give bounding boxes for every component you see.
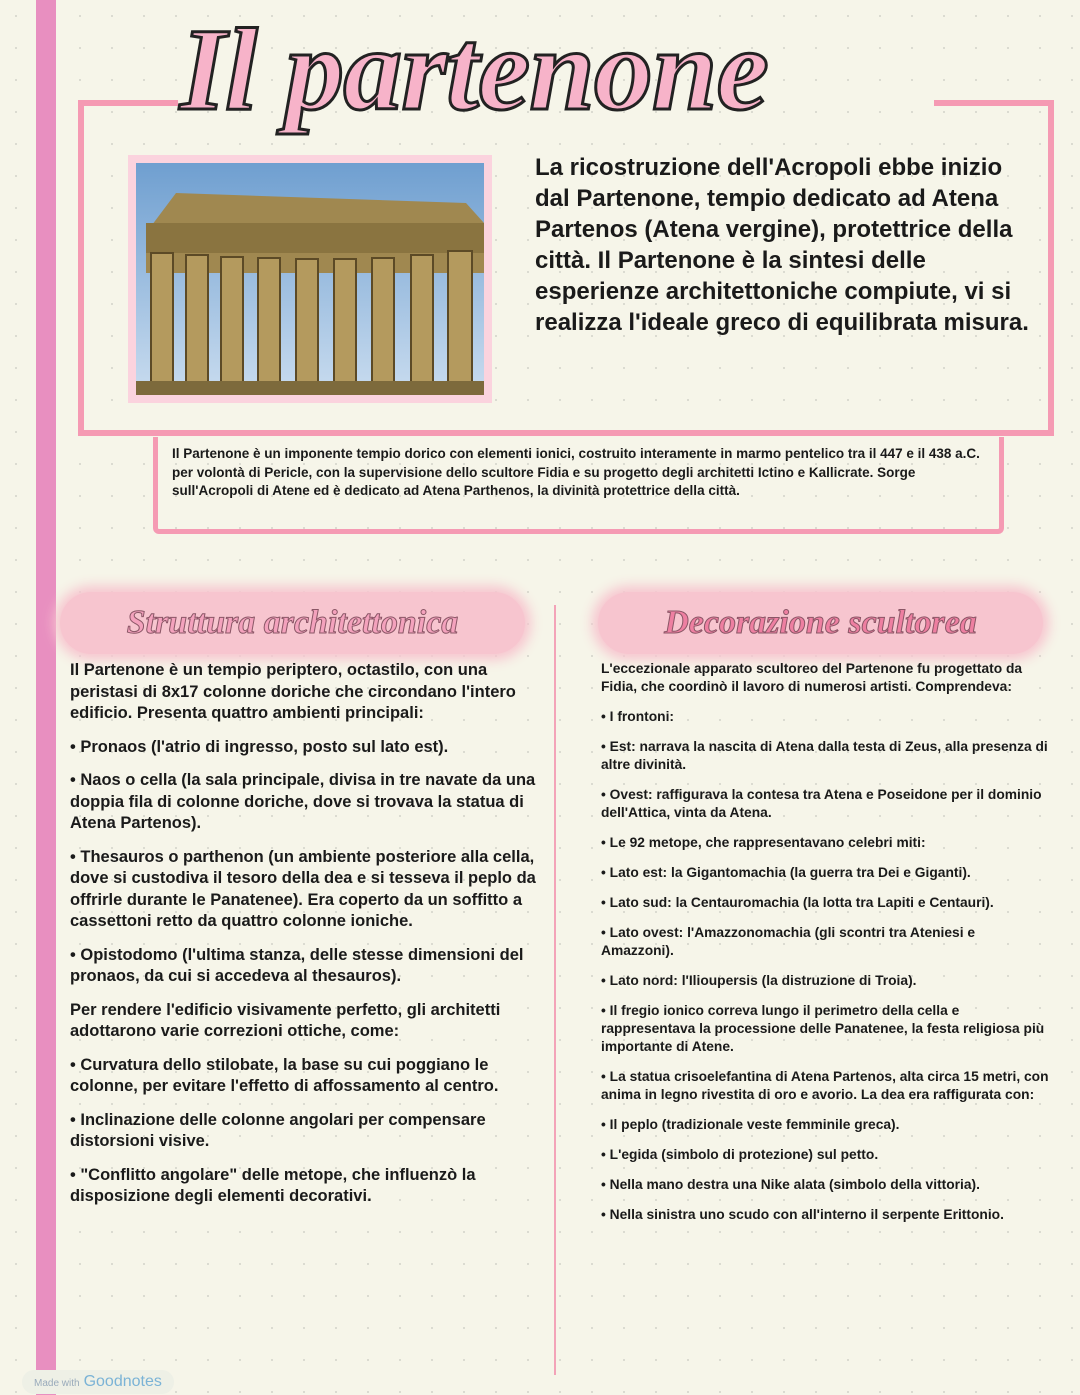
decoration-paragraph: • Il fregio ionico correva lungo il perimetro della cella e rappresentava la processione delle Panatenee, la festa religiosa più importante di Atene. <box>601 1003 1045 1054</box>
decoration-paragraph: • La statua crisoelefantina di Atena Partenos, alta circa 15 metri, con anima in legno rivestita di oro e avorio. La dea era raffigurata con: <box>601 1069 1049 1102</box>
page-title: Il partenone <box>180 4 768 135</box>
goodnotes-badge[interactable] <box>22 1370 174 1394</box>
decoration-paragraph: • I frontoni: <box>601 709 675 724</box>
heading-structure: Struttura architettonica <box>60 592 525 654</box>
info-box <box>153 437 1004 534</box>
badge-prefix: Made with <box>34 1378 80 1389</box>
structure-paragraph: • "Conflitto angolare" delle metope, che influenzò la disposizione degli elementi decorativi. <box>70 1165 476 1205</box>
structure-paragraph: • Inclinazione delle colonne angolari per compensare distorsioni visive. <box>70 1110 486 1150</box>
decoration-paragraph: • Lato ovest: l'Amazzonomachia (gli scontri tra Ateniesi e Amazzoni). <box>601 925 976 958</box>
structure-paragraph: • Naos o cella (la sala principale, divisa in tre navate da una doppia fila di colonne doriche, dove si trovava la statua di Atena Partenos). <box>70 771 536 832</box>
decoration-column <box>601 660 1051 1236</box>
intro-paragraph: La ricostruzione dell'Acropoli ebbe inizio dal Partenone, tempio dedicato ad Atena Partenos (Atena vergine), protettrice della città. Il Partenone è la sintesi delle esperienze architettoniche compiute, vi si realizza l'ideale greco di equilibrata misura. <box>535 154 1029 336</box>
decoration-paragraph: • Lato sud: la Centauromachia (la lotta tra Lapiti e Centauri). <box>601 895 994 910</box>
decoration-paragraph: • Est: narrava la nascita di Atena dalla testa di Zeus, alla presenza di altre divinità. <box>601 739 1048 772</box>
decoration-paragraph: • Ovest: raffigurava la contesa tra Atena e Poseidone per il dominio dell'Attica, vinta da Atena. <box>601 787 1042 820</box>
info-text: Il Partenone è un imponente tempio dorico con elementi ionici, costruito interamente in marmo pentelico tra il 447 e il 438 a.C. per volontà di Pericle, con la supervisione dello scultore Fidia e su progetto degli architetti Ictino e Kallicrate. Sorge sull'Acropoli di Atene ed è dedicato ad Atena Parthenos, la divinità protettrice della città. <box>172 446 980 498</box>
structure-paragraph: Per rendere l'edificio visivamente perfetto, gli architetti adottarono varie correzioni ottiche, come: <box>70 1000 501 1040</box>
structure-paragraph: • Pronaos (l'atrio di ingresso, posto sul lato est). <box>70 737 449 756</box>
structure-paragraph: • Curvatura dello stilobate, la base su cui poggiano le colonne, per evitare l'effetto di affossamento al centro. <box>70 1055 499 1095</box>
column-divider <box>554 605 556 1375</box>
decoration-paragraph: • Il peplo (tradizionale veste femminile greca). <box>601 1117 900 1132</box>
badge-brand: Goodnotes <box>83 1373 162 1390</box>
decoration-paragraph: • Lato est: la Gigantomachia (la guerra tra Dei e Giganti). <box>601 865 971 880</box>
decoration-paragraph: • Nella sinistra uno scudo con all'interno il serpente Erittonio. <box>601 1207 1004 1222</box>
decoration-paragraph: • Nella mano destra una Nike alata (simbolo della vittoria). <box>601 1177 980 1192</box>
decoration-paragraph: • Lato nord: l'Ilioupersis (la distruzione di Troia). <box>601 973 917 988</box>
parthenon-photo <box>128 155 492 403</box>
sidebar-stripe <box>36 0 56 1395</box>
structure-column <box>70 660 545 1220</box>
heading-decoration: Decorazione scultorea <box>598 592 1043 654</box>
decoration-paragraph: L'eccezionale apparato scultoreo del Partenone fu progettato da Fidia, che coordinò il lavoro di numerosi artisti. Comprendeva: <box>601 661 1023 694</box>
decoration-paragraph: • L'egida (simbolo di protezione) sul petto. <box>601 1147 879 1162</box>
structure-paragraph: • Thesauros o parthenon (un ambiente posteriore alla cella, dove si custodiva il tesoro della dea e si tesseva il peplo da offrirle durante le Panatenee). Era coperto da un soffitto a cassettoni retto da quattro colonne ioniche. <box>70 847 536 930</box>
decoration-paragraph: • Le 92 metope, che rappresentavano celebri miti: <box>601 835 926 850</box>
structure-paragraph: Il Partenone è un tempio periptero, octastilo, con una peristasi di 8x17 colonne doriche che circondano l'intero edificio. Presenta quattro ambienti principali: <box>70 661 516 722</box>
structure-paragraph: • Opistodomo (l'ultima stanza, delle stesse dimensioni del pronaos, da cui si accedeva al thesauros). <box>70 945 524 985</box>
